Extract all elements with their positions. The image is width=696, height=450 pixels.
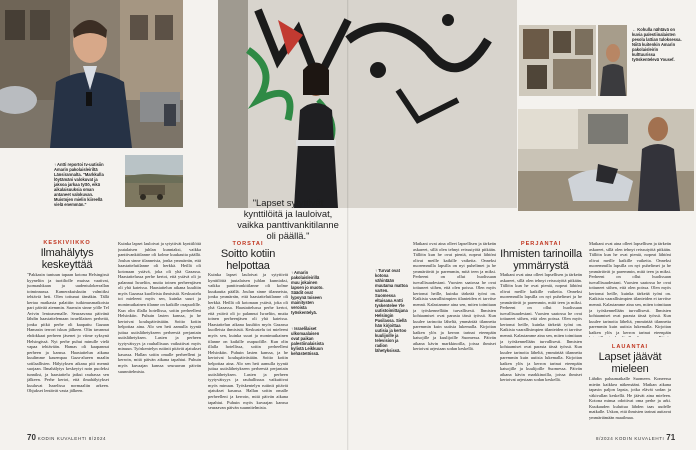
photo-yousef — [598, 25, 627, 96]
body-saturday: Lähdin paluumatkalle Suomeen. Koneessa mietin kaikkea näkemääni. Matkan aikana tapasin paljon lapsia, jotka elävät sodan ja väkivallan keskellä. He jäävät aina mieleen. Kotona minua odottivat oma perhe ja arki. Kuukauden kuluttua lähden taas uudelle matkalle. Uskon, että ihmisten tarinat auttavat ymmärtämään maailmaa. — [589, 376, 671, 420]
caption-turvat: ↑ Turvat ovat kotona vähintään muutama mattoa varten. Suomessa eltaisana Antti tyskentelee Yle uutistoimittajana Helsingin Pasilassa. Siellä hän kirjoittaa uutisia ja kertoo kuulijoille ja television ja radion lähetyksissä. — [375, 268, 408, 353]
kicker-saturday: LAUANTAI — [611, 344, 649, 350]
page-spine — [347, 0, 349, 450]
caption-arrow-icon: ↑ — [375, 268, 379, 273]
photo-refugee-portraits — [519, 25, 596, 96]
body-friday-col2 — [500, 272, 582, 424]
body-thursday-col2 — [208, 272, 288, 424]
caption-arrow-icon: ↑ — [54, 162, 58, 167]
caption-arrow-icon: ↑ — [291, 326, 295, 331]
headline-saturday: Lapset jäävät mieleen — [598, 351, 662, 375]
caption-refugees: ← Kohulla nähtävä on kuvia palestiinalaisten pesola lattian tuloksessa. Niitä kuitenkin Amarin pakolaisleirin kulttuurissa työskentelevä Yousef. — [632, 27, 682, 62]
kicker-thursday: TORSTAI — [232, 241, 264, 247]
boxes-room-illustration — [518, 109, 694, 211]
folio-left — [27, 433, 106, 442]
folio-right — [596, 433, 675, 442]
page-number-left: 70 — [27, 433, 36, 442]
caption-arrow-icon: ↑ — [291, 270, 295, 275]
headline-friday: Ihmisten tarinoilla ymmärrystä — [500, 248, 582, 272]
body-wednesday: "Pakkasin tuntuun tapaan kotona Helsingissä kyyneliin ja tuotiltolle muissa vaativat, juomauhkaan ja uudentulokerrallan toiminnassa. Kamerakuiskutin valmiiksi tehtäviä heti. Olen tottunut tämäkin. Tällä kertaa matkasta palattiin tutkimusmatkoista pari päivää aiemmin. Saavuin sinne yölle Tel Avivin lentoasemalle. Seuraavana päivänä lähdin haastattelemaan israelilaisen perheitä, jonka pitkä perhe oli kaapattu Gazaan Hamasin terrori iskun jälkeen. Olin tavannut ehdokkaat perheen jäsenet jo viime syksynä Helsingissä. Nyt perhe puhui minulle vielä vapaa tehtävään. Hamas oli kaapannut perheen ja kanssa. Haastattelun aikana kuulimme kauempaa Gaza-alueen maalin sotilaallisten. Hälytyksen aikana piti mennä suojaan. Ilmahälytys keskeytyi noin puoleksi tunniksi, ja haastattelu jatkui rauhassa sen jälkeen. Perhe kertoi, että ilmahälytykset kuuluvat Israelissa normaaliin arkeen. Ohjukset lentävät vasta jälkeen. — [27, 272, 109, 394]
body-friday-col2-text: Matkani ovat aina olleet lapsellisen ja tärkeän askareet, sillä olen tehnyt reissutyötä pitkään. Tällöin kun he ovat pieniä, nopeat lähtöni olivat meille kaikille vaikeita. Onneksi nuoremmilla lapsilla on nyt puhelimet ja he ymmärtävät jo paremmin, mitä teen ja miksi. Perheeni on ollut huolissaan turvallisuudestani. Vuosien saatossa he ovat tottuneet siihen, että olen poissa. Olen myös kertonut heille, kuinka tärkeää työni on. Kaikista vaarallisimpien tilanteiden ei tarvitse mennä. Kalastamme aina sen, miten toimitaan ja työskennellään turvallisesti. Ihmisten kohtaamiset ovat parasta tässä työssä. Kun kuulee tarinoita läheltä, ymmärtää tilannetta paremmin kuin uutisia lukemalla. Kirjoitan kaiken ylös ja kerron tarinat eteenpäin katsojille ja kuulijoille Suomessa. Päivän aikana kävin markkinoilla, joissa ihmiset kertoivat arjestaan sodan keskellä. — [500, 272, 582, 383]
body-friday-col1: Matkani ovat aina olleet lapsellisen ja tärkeän askareet, sillä olen tehnyt reissutyötä pitkään. Tällöin kun he ovat pieniä, nopeat lähtöni olivat meille kaikille vaikeita. Onneksi nuoremmilla lapsilla on nyt puhelimet ja he ymmärtävät jo paremmin, mitä teen ja miksi. Perheeni on ollut huolissaan turvallisuudestani. Vuosien saatossa he ovat tottuneet siihen, että olen poissa. Olen myös kertonut heille, kuinka tärkeää työni on. Kaikista vaarallisimpien tilanteiden ei tarvitse mennä. Kalastamme aina sen, miten toimitaan ja työskennellään turvallisesti. Ihmisten kohtaamiset ovat parasta tässä työssä. Kun kuulee tarinoita läheltä, ymmärtää tilannetta paremmin kuin uutisia lukemalla. Kirjoitan kaiken ylös ja kerron tarinat eteenpäin katsojille ja kuulijoille Suomessa. Päivän aikana kävin markkinoilla, joissa ihmiset kertoivat arjestaan sodan keskellä. — [413, 241, 496, 352]
headline-thursday: Soitto kotiin helpottaa — [220, 248, 276, 272]
folio-left-label: KODIN KUVALEHTI 8/2024 — [37, 436, 107, 441]
body-thursday-col2-text: Kuinka lapset lauloivat ja sytyttivät kynttilöitä juutalaisen juhlan kunniaksi, vaikka panttivankitilanne oli kolme kuukautta päällä. Joulun sinne tilanneista, jonka ymmärrän, että haastattelutilanne oli herkkä. Heillä oli kotonaan ystävä, joka oli yhä Gazassa. Haastattelussa perhe kertoi, että ystävä oli jo palannut Israeliin, mutta toinen perheenjäsen oli yhä kateissa. Haastattelun aikana kuultiin myös Gazassa kuolleista ihmisistä. Keskustelu toi mieleeni myös sen, kuinka suuri ja monimutkainen tilanne on kaikille osapuolille. Kun olin illalla hotellissa, soitin perheelleni Helsinkiin. Puhuin lasten kanssa, ja he kertoivat koulupäivästään. Soitto kotiin helpottaa aina. Alo sen heti aamulla tyyntä juttua uutislähetykseen perheestä perjantain uutislähetyksen. Lasten ja perheen tyytyväisyys ja rauhallisuus vaikuttivat myös minuun. Työskentelyn rutiinit pitävät ajatukset kasassa. Hallan soitin omalle perheelleni ja kerroin, mitä päivän aikana tapahtui. Puhuin myös kuvaajan kanssa seuraavan päivän suunnitelmista. — [208, 272, 288, 411]
headline-wednesday: Ilmahälytys keskeyttää — [40, 247, 94, 271]
body-friday-col3 — [589, 241, 671, 337]
reporter-street-illustration — [0, 0, 183, 148]
yousef-illustration — [598, 25, 627, 96]
pull-quote: "Lapset sytyttivät kynttilöitä ja lauloivat, vaikka panttivankitilanne oli päällä." — [237, 197, 339, 241]
body-thursday-col1: Kuinka lapset lauloivat ja sytyttivät kynttilöitä juutalaisen juhlan kunniaksi, vaikka panttivankitilanne oli kolme kuukautta päällä. Joulun sinne tilanneista, jonka ymmärrän, että haastattelutilanne oli herkkä. Heillä oli kotonaan ystävä, joka oli yhä Gazassa. Haastattelussa perhe kertoi, että ystävä oli jo palannut Israeliin, mutta toinen perheenjäsen oli yhä kateissa. Haastattelun aikana kuultiin myös Gazassa kuolleista ihmisistä. Keskustelu toi mieleeni myös sen, kuinka suuri ja monimutkainen tilanne on kaikille osapuolille. Kun olin illalla hotellissa, soitin perheelleni Helsinkiin. Puhuin lasten kanssa, ja he kertoivat koulupäivästään. Soitto kotiin helpottaa aina. Alo sen heti aamulla tyyntä juttua uutislähetykseen perheestä perjantain uutislähetyksen. Lasten ja perheen tyytyväisyys ja rauhallisuus vaikuttivat myös minuun. Työskentelyn rutiinit pitävät ajatukset kasassa. Hallan soitin omalle perheelleni ja kerroin, mitä päivän aikana tapahtui. Puhuin myös kuvaajan kanssa seuraavan päivän suunnitelmista. — [118, 241, 201, 374]
photo-reporter — [0, 0, 183, 148]
girl-mural-illustration — [218, 0, 517, 208]
portrait-wall-illustration — [519, 25, 596, 96]
caption-arrow-icon: ← — [632, 27, 638, 32]
folio-right-label: 8/2024 KODIN KUVALEHTI — [596, 436, 665, 441]
kicker-friday: PERJANTAI — [520, 241, 562, 247]
caption-amari: ↑ Amarin pakolaisleirillä muu jokainen lapsen jo muoto. Säädit ovat lypsynä toiseen mainitysten veroista työskentelyä. — [291, 270, 324, 315]
photo-girl-mural — [218, 0, 517, 208]
body-friday-col3-text: Matkani ovat aina olleet lapsellisen ja tärkeän askareet, sillä olen tehnyt reissutyötä pitkään. Tällöin kun he ovat pieniä, nopeat lähtöni olivat meille kaikille vaikeita. Onneksi nuoremmilla lapsilla on nyt puhelimet ja he ymmärtävät jo paremmin, mitä teen ja miksi. Perheeni on ollut huolissaan turvallisuudestani. Vuosien saatossa he ovat tottuneet siihen, että olen poissa. Olen myös kertonut heille, kuinka tärkeää työni on. Kaikista vaarallisimpien tilanteiden ei tarvitse mennä. Kalastamme aina sen, miten toimitaan ja työskennellään turvallisesti. Ihmisten kohtaamiset ovat parasta tässä työssä. Kun kuulee tarinoita läheltä, ymmärtää tilannetta paremmin kuin uutisia lukemalla. Kirjoitan kaiken ylös ja kerron tarinat eteenpäin — [589, 241, 671, 335]
landscape-illustration — [125, 155, 183, 207]
page-number-right: 71 — [666, 433, 676, 442]
photo-landscape — [125, 155, 183, 207]
photo-boxes — [518, 109, 694, 211]
caption-israel: ↑ Israelilaiset ulkomaalaisen ovat paikan palestiinalaisista kylistä Leikkuun kehästetöissä. — [291, 326, 324, 356]
kicker-wednesday: KESKIVIIKKO — [43, 240, 91, 246]
caption-reporter: ↑ Antti reportoi tv-uutisiin Amarin pakolaisleiriltä Länsirannalta. "Markkulla löytämäni valokuvat ja jaksoa jarkaa tyttö, eikä aikalaisuuksia oman antaneet valokuvan. Muistojen mielin kiireellä vielä enemmän." — [54, 162, 104, 207]
